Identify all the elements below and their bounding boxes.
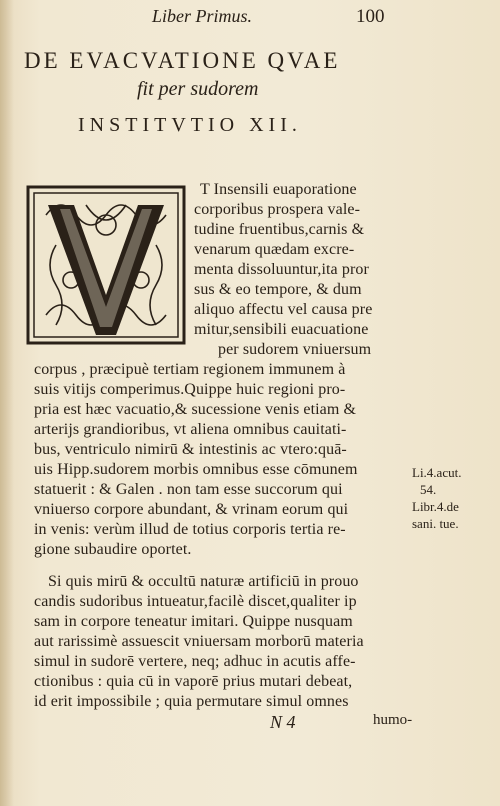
body-line: ctionibus : quia cū in vaporē prius mutari debeat,: [34, 673, 353, 690]
body-line: Si quis mirū & occultū naturæ artificiū in prouo: [48, 573, 359, 590]
margin-note: Li.4.acut.: [412, 465, 462, 480]
body-line: sam in corpore teneatur imitari. Quippe nusquam: [34, 613, 353, 630]
catchword: humo-: [373, 712, 413, 728]
body-line: bus, ventriculo nimirū & intestinis ac vtero:quā-: [34, 441, 347, 458]
chapter-title: DE EVACVATIONE QVAE: [24, 48, 341, 73]
signature-mark: N 4: [270, 712, 296, 732]
body-line: suis vitijs comperimus.Quippe huic regioni pro-: [34, 381, 346, 398]
body-line: vniuerso corpore abundant, & vrinam eorum qui: [34, 501, 349, 518]
body-line: menta dissoluuntur,ita pror: [194, 261, 369, 278]
body-line: statuerit : & Galen . non tam esse succorum qui: [34, 481, 343, 498]
body-line: venarum quædam excre-: [194, 241, 355, 258]
body-line: pria est hæc vacuatio,& sucessione venis etiam &: [34, 401, 357, 418]
body-line: simul in sudorē vertere, neq; adhuc in acutis affe-: [34, 653, 356, 670]
body-line: id erit impossibile ; quia permutare simul omnes: [34, 693, 349, 710]
body-line: mitur,sensibili euacuatione: [194, 321, 369, 338]
body-line: tudine fruentibus,carnis &: [194, 221, 365, 238]
margin-note: Libr.4.de: [412, 499, 459, 514]
running-head: Liber Primus.: [152, 6, 253, 26]
body-line: aliquo affectu vel causa pre: [194, 301, 373, 318]
body-line: gione subaudire oportet.: [34, 541, 192, 558]
body-line: aut rarissimè assuescit vniuersam morborū materia: [34, 633, 364, 650]
page-gutter-shadow: [0, 0, 14, 806]
ornate-drop-cap-v: [26, 185, 186, 345]
body-line: corpus , præcipuè tertiam regionem immunem à: [34, 361, 346, 378]
body-line: corporibus prospera vale-: [194, 201, 360, 218]
body-line: T Insensili euaporatione: [200, 181, 357, 198]
body-line: arterijs grandioribus, vt aliena omnibus cauitati-: [34, 421, 347, 438]
body-line: in venis: verùm illud de totius corporis tertia re-: [34, 521, 346, 538]
margin-note: 54.: [420, 482, 437, 497]
body-line: uis Hipp.sudorem morbis omnibus esse cōmunem: [34, 461, 358, 478]
section-heading: INSTITVTIO XII.: [78, 114, 302, 136]
body-line: sus & eo tempore, & dum: [194, 281, 362, 298]
body-line: per sudorem vniuersum: [218, 341, 372, 358]
margin-note: sani. tue.: [412, 516, 459, 531]
body-line: candis sudoribus intueatur,facilè discet,qualiter ip: [34, 593, 357, 610]
page-number: 100: [356, 6, 385, 27]
chapter-subtitle: fit per sudorem: [137, 78, 259, 100]
